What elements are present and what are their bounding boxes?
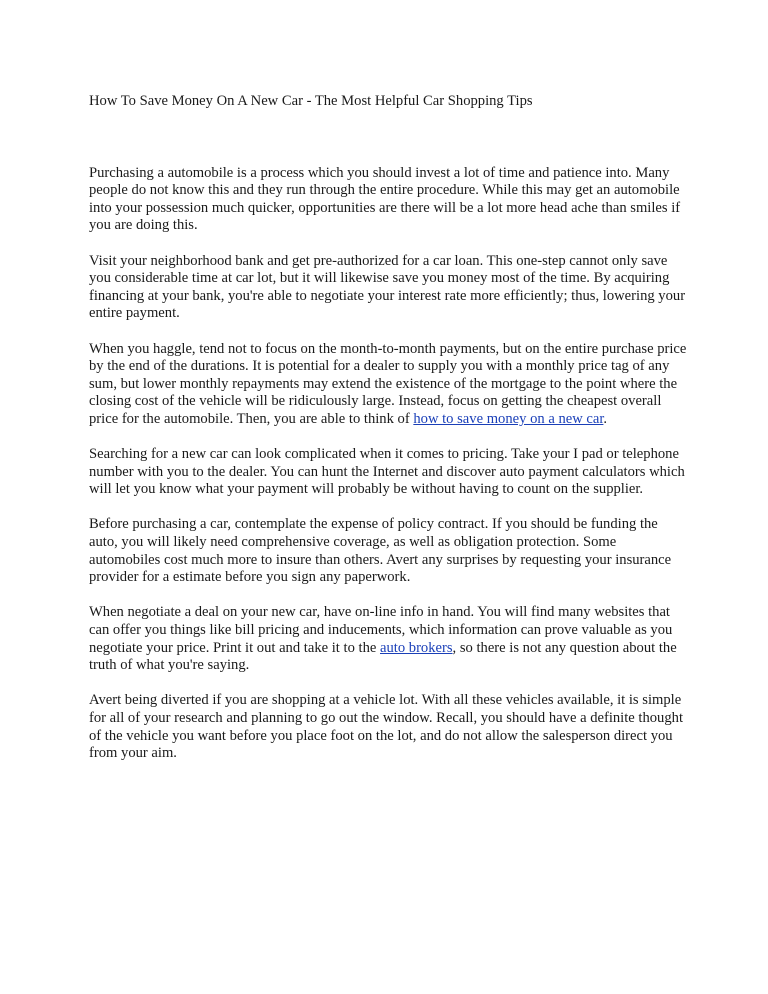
paragraph-text: When you haggle, tend not to focus on the month-to-month payments, but on the entire purchase price by the end of the durations. It is potential for a dealer to supply you with a monthly price tag of any sum, but lower monthly repayments may extend the existence of the mortgage to the point where the closing cost of the vehicle will be ridiculously large. Instead, focus on getting the cheapest overall price for the automobile. Then, you are able to think of	[89, 340, 687, 427]
paragraph-7	[89, 692, 689, 762]
paragraph-text: Before purchasing a car, contemplate the expense of policy contract. If you should be funding the auto, you will likely need comprehensive coverage, as well as obligation protection. Some automobiles cost much more to insure than others. Avert any surprises by requesting your insurance provider for a estimate before you sign any paperwork.	[89, 516, 672, 586]
paragraph-3	[89, 341, 689, 429]
document-title: How To Save Money On A New Car - The Most Helpful Car Shopping Tips	[89, 93, 533, 109]
paragraph-text-after: .	[603, 410, 608, 427]
paragraph-text: Searching for a new car can look complicated when it comes to pricing. Take your I pad or telephone number with you to the dealer. You can hunt the Internet and discover auto payment calculators which will let you know what your payment will probably be without having to count on the supplier.	[89, 446, 685, 498]
link-how-to-save-money[interactable]: how to save money on a new car	[413, 410, 604, 427]
paragraph-5	[89, 516, 689, 586]
paragraph-text-after: , so there is not any question about the truth of what you're saying.	[89, 639, 677, 674]
paragraph-2	[89, 253, 689, 323]
paragraph-text: When negotiate a deal on your new car, have on-line info in hand. You will find many websites that can offer you things like bill pricing and inducements, which information can prove valuable as you negotiate your price. Print it out and take it to the	[89, 604, 673, 656]
paragraph-6	[89, 604, 689, 674]
paragraph-text: Avert being diverted if you are shopping at a vehicle lot. With all these vehicles available, it is simple for all of your research and planning to go out the window. Recall, you should have a definite thought of the vehicle you want before you place foot on the lot, and do not allow the salesperson direct you from your aim.	[89, 692, 684, 762]
document-page	[89, 93, 689, 780]
paragraph-text: Purchasing a automobile is a process which you should invest a lot of time and patience into. Many people do not know this and they run through the entire procedure. While this may get an automobile into your possession much quicker, opportunities are there will be a lot more head ache than smiles if you are doing this.	[89, 164, 681, 234]
paragraph-text: Visit your neighborhood bank and get pre-authorized for a car loan. This one-step cannot only save you considerable time at car lot, but it will likewise save you money most of the time. By acquiring financing at your bank, you're able to negotiate your interest rate more efficiently; thus, lowering your entire payment.	[89, 252, 686, 322]
paragraph-1	[89, 165, 689, 235]
paragraph-4	[89, 446, 689, 499]
link-auto-brokers[interactable]: auto brokers	[380, 639, 453, 656]
